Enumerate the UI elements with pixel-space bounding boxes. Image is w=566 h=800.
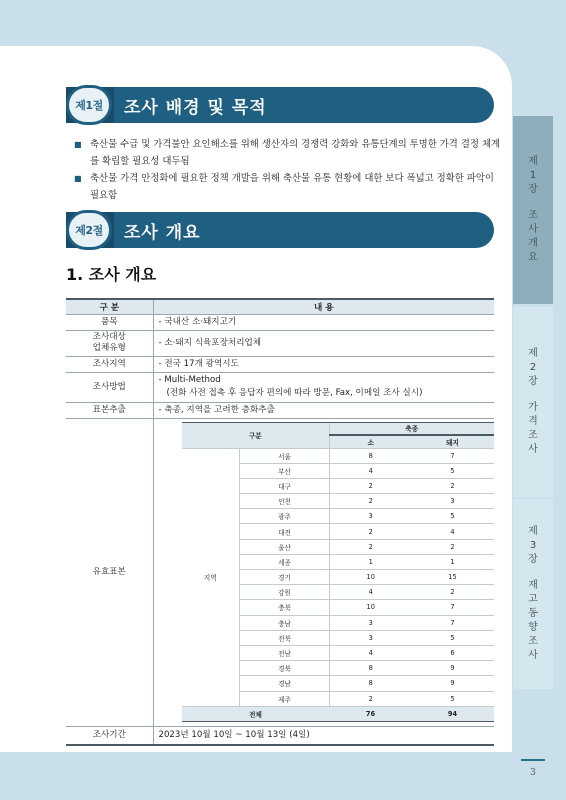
page-number-rule bbox=[521, 759, 545, 761]
region-name: 울산 bbox=[240, 539, 330, 554]
chapter-number-char: 장 bbox=[528, 184, 538, 195]
chapter-number-char: 장 bbox=[528, 554, 538, 565]
page-number: 3 bbox=[530, 768, 536, 778]
sample-size-table bbox=[182, 422, 494, 722]
col-header-content: 내 용 bbox=[153, 299, 494, 314]
chapter-number-char: 제 bbox=[528, 348, 538, 359]
chapter-tab-1[interactable] bbox=[513, 116, 553, 304]
bullet-item: ■ 축산물 수급 및 가격불안 요인해소를 위해 생산자의 경쟁력 강화와 유통단계의 투명한 가격 결정 체계를 확립할 필요성 대두됨 bbox=[74, 136, 504, 170]
purpose-bullets bbox=[74, 136, 504, 204]
chapter-title-char: 가 bbox=[528, 402, 538, 413]
survey-overview-table bbox=[66, 298, 494, 746]
square-bullet-icon: ■ bbox=[74, 174, 82, 183]
pig-count: 5 bbox=[412, 691, 494, 706]
table-row: 조사지역 - 전국 17개 광역시도 bbox=[66, 356, 494, 372]
cattle-count: 8 bbox=[330, 448, 412, 463]
col-header-category: 구 분 bbox=[66, 299, 153, 314]
chapter-title-char: 요 bbox=[528, 252, 538, 263]
inner-header-cattle: 소 bbox=[330, 435, 412, 448]
region-label: 지역 bbox=[182, 448, 240, 706]
subsection-heading: 1. 조사 개요 bbox=[66, 265, 157, 284]
chapter-tab-2[interactable] bbox=[513, 307, 553, 497]
chapter-title-char: 개 bbox=[528, 238, 538, 249]
chapter-number-char: 1 bbox=[529, 170, 537, 181]
chapter-title-char: 사 bbox=[528, 444, 538, 455]
section-1-header bbox=[66, 87, 494, 123]
region-name: 경기 bbox=[240, 570, 330, 585]
chapter-title-char: 동 bbox=[528, 608, 538, 619]
pig-count: 7 bbox=[412, 615, 494, 630]
region-name: 서울 bbox=[240, 448, 330, 463]
region-name: 경남 bbox=[240, 676, 330, 691]
cattle-count: 2 bbox=[330, 539, 412, 554]
region-name: 충북 bbox=[240, 600, 330, 615]
region-name: 제주 bbox=[240, 691, 330, 706]
cattle-count: 3 bbox=[330, 615, 412, 630]
sample-total-row bbox=[182, 706, 494, 721]
cattle-count: 8 bbox=[330, 676, 412, 691]
cattle-count: 2 bbox=[330, 524, 412, 539]
total-label: 전체 bbox=[182, 706, 330, 721]
chapter-title-char: 향 bbox=[528, 622, 538, 633]
cattle-count: 4 bbox=[330, 463, 412, 478]
chapter-title-char: 사 bbox=[528, 650, 538, 661]
region-name: 세종 bbox=[240, 554, 330, 569]
cattle-count: 4 bbox=[330, 585, 412, 600]
region-name: 인천 bbox=[240, 494, 330, 509]
pig-count: 3 bbox=[412, 494, 494, 509]
cattle-count: 10 bbox=[330, 570, 412, 585]
chapter-number-char: 장 bbox=[528, 376, 538, 387]
total-cattle: 76 bbox=[330, 706, 412, 721]
cattle-count: 2 bbox=[330, 494, 412, 509]
section-2-badge: 제2절 bbox=[66, 210, 112, 250]
region-name: 전남 bbox=[240, 645, 330, 660]
section-1-badge: 제1절 bbox=[66, 85, 112, 125]
chapter-number-char: 2 bbox=[529, 362, 537, 373]
pig-count: 7 bbox=[412, 448, 494, 463]
pig-count: 5 bbox=[412, 509, 494, 524]
table-row: 조사기간 2023년 10월 10일 ~ 10월 13일 (4일) bbox=[66, 726, 494, 745]
pig-count: 5 bbox=[412, 463, 494, 478]
pig-count: 9 bbox=[412, 676, 494, 691]
inner-header-pig: 돼지 bbox=[412, 435, 494, 448]
cattle-count: 4 bbox=[330, 645, 412, 660]
table-row: 표본추출 - 축종, 지역을 고려한 층화추출 bbox=[66, 402, 494, 418]
pig-count: 2 bbox=[412, 478, 494, 493]
pig-count: 5 bbox=[412, 630, 494, 645]
region-name: 경북 bbox=[240, 661, 330, 676]
square-bullet-icon: ■ bbox=[74, 140, 82, 149]
pig-count: 2 bbox=[412, 539, 494, 554]
table-row: 조사대상 업체유형 - 소·돼지 식육포장처리업체 bbox=[66, 330, 494, 356]
cattle-count: 8 bbox=[330, 661, 412, 676]
inner-header-group: 구분 bbox=[182, 422, 330, 448]
chapter-number-char: 3 bbox=[529, 540, 537, 551]
chapter-title-char: 조 bbox=[528, 210, 538, 221]
region-name: 광주 bbox=[240, 509, 330, 524]
section-2-title: 조사 개요 bbox=[124, 222, 201, 243]
cattle-count: 10 bbox=[330, 600, 412, 615]
pig-count: 7 bbox=[412, 600, 494, 615]
cattle-count: 3 bbox=[330, 509, 412, 524]
section-1-title: 조사 배경 및 목적 bbox=[124, 97, 267, 118]
region-name: 전북 bbox=[240, 630, 330, 645]
bullet-item: ■ 축산물 가격 안정화에 필요한 정책 개발을 위해 축산물 유통 현황에 대한 보다 폭넓고 정확한 파악이 필요함 bbox=[74, 170, 504, 204]
chapter-tab-3[interactable] bbox=[513, 499, 553, 689]
pig-count: 1 bbox=[412, 554, 494, 569]
pig-count: 15 bbox=[412, 570, 494, 585]
pig-count: 9 bbox=[412, 661, 494, 676]
table-row: 품목 - 국내산 소·돼지고기 bbox=[66, 314, 494, 330]
chapter-title-char: 사 bbox=[528, 224, 538, 235]
table-row-sample: 유효표본 구분 축종 소 돼지 지역 서울 8 7 부산 4 5 대구 2 2 인천 2 3 광주 3 5 대전 2 4 울산 2 2 세종 1 1 경기 10 15 강원 4 2 충북 10 7 충남 3 7 전북 3 5 전남 4 6 경북 8 9 경남 8 9 제주 2 5 전체 76 94 bbox=[66, 418, 494, 726]
chapter-title-char: 재 bbox=[528, 580, 538, 591]
chapter-number-char: 제 bbox=[528, 156, 538, 167]
chapter-number-char: 제 bbox=[528, 526, 538, 537]
section-2-header bbox=[66, 212, 494, 248]
cattle-count: 2 bbox=[330, 691, 412, 706]
inner-header-species: 축종 bbox=[330, 422, 494, 435]
region-name: 충남 bbox=[240, 615, 330, 630]
cattle-count: 1 bbox=[330, 554, 412, 569]
chapter-title-char: 조 bbox=[528, 636, 538, 647]
region-name: 강원 bbox=[240, 585, 330, 600]
pig-count: 6 bbox=[412, 645, 494, 660]
region-name: 부산 bbox=[240, 463, 330, 478]
chapter-title-char: 격 bbox=[528, 416, 538, 427]
cattle-count: 3 bbox=[330, 630, 412, 645]
cattle-count: 2 bbox=[330, 478, 412, 493]
region-name: 대전 bbox=[240, 524, 330, 539]
sample-row bbox=[182, 448, 494, 463]
region-name: 대구 bbox=[240, 478, 330, 493]
pig-count: 2 bbox=[412, 585, 494, 600]
pig-count: 4 bbox=[412, 524, 494, 539]
total-pig: 94 bbox=[412, 706, 494, 721]
table-row: 조사방법 - Multi-Method (전화 사전 접촉 후 응답자 편의에 따라 방문, Fax, 이메일 조사 실시) bbox=[66, 372, 494, 402]
chapter-title-char: 조 bbox=[528, 430, 538, 441]
chapter-title-char: 고 bbox=[528, 594, 538, 605]
